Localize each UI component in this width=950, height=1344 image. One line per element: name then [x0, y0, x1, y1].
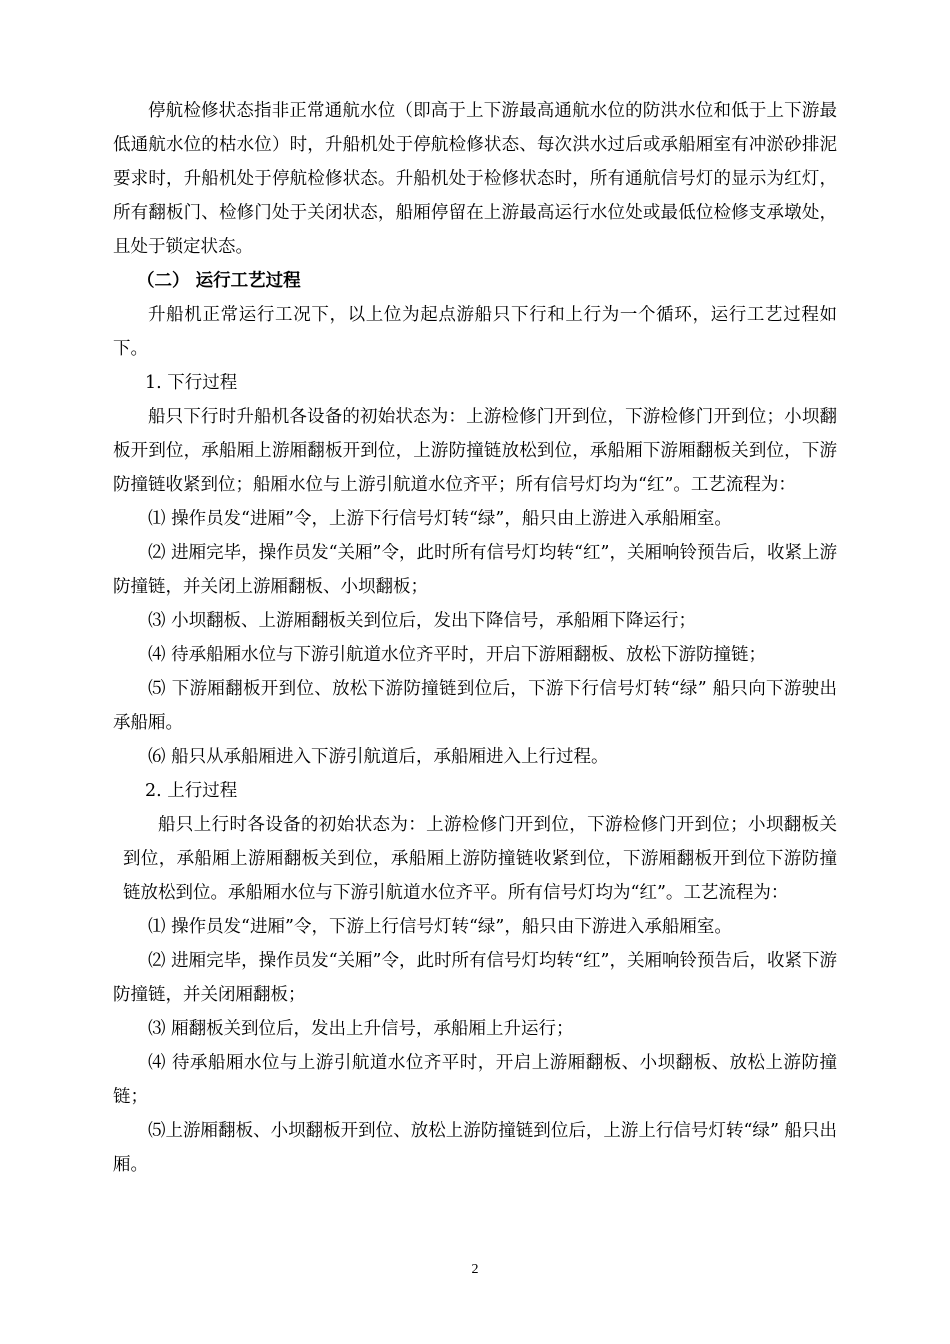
upstream-step-5: ⑸上游厢翻板、小坝翻板开到位、放松上游防撞链到位后，上游上行信号灯转“绿” 船只出厢。 — [113, 1121, 837, 1175]
document-body — [113, 94, 837, 1182]
subsection-title-upstream: 2. 上行过程 — [145, 781, 238, 801]
upstream-step-4: ⑷ 待承船厢水位与上游引航道水位齐平时，开启上游厢翻板、小坝翻板、放松上游防撞链； — [113, 1053, 837, 1107]
downstream-step-5: ⑸ 下游厢翻板开到位、放松下游防撞链到位后，下游下行信号灯转“绿” 船只向下游驶出承船厢。 — [113, 679, 837, 733]
downstream-step-4: ⑷ 待承船厢水位与下游引航道水位齐平时，开启下游厢翻板、放松下游防撞链； — [148, 645, 767, 665]
downstream-step-2: ⑵ 进厢完毕，操作员发“关厢”令，此时所有信号灯均转“红”，关厢响铃预告后，收紧上游防撞链，并关闭上游厢翻板、小坝翻板； — [113, 543, 837, 597]
downstream-step-3: ⑶ 小坝翻板、上游厢翻板关到位后，发出下降信号，承船厢下降运行； — [148, 611, 697, 631]
upstream-step-3: ⑶ 厢翻板关到位后，发出上升信号，承船厢上升运行； — [148, 1019, 574, 1039]
subsection-title-downstream: 1. 下行过程 — [145, 373, 238, 393]
upstream-step-2: ⑵ 进厢完毕，操作员发“关厢”令，此时所有信号灯均转“红”，关厢响铃预告后，收紧下游防撞链，并关闭厢翻板； — [113, 951, 837, 1005]
upstream-step-1: ⑴ 操作员发“进厢”令，下游上行信号灯转“绿”，船只由下游进入承船厢室。 — [148, 917, 732, 937]
paragraph-maintenance-state: 停航检修状态指非正常通航水位（即高于上下游最高通航水位的防洪水位和低于上下游最低通航水位的枯水位）时，升船机处于停航检修状态、每次洪水过后或承船厢室有冲淤砂排泥要求时，升船机处于停航检修状态。升船机处于检修状态时，所有通航信号灯的显示为红灯，所有翻板门、检修门处于关闭状态，船厢停留在上游最高运行水位处或最低位检修支承墩处，且处于锁定状态。 — [113, 101, 837, 257]
page-number: 2 — [471, 1262, 479, 1277]
paragraph-downstream-initial-state: 船只下行时升船机各设备的初始状态为：上游检修门开到位，下游检修门开到位；小坝翻板开到位，承船厢上游厢翻板开到位，上游防撞链放松到位，承船厢下游厢翻板关到位，下游防撞链收紧到位；船厢水位与上游引航道水位齐平；所有信号灯均为“红”。工艺流程为： — [113, 407, 837, 495]
paragraph-upstream-initial-state: 船只上行时各设备的初始状态为：上游检修门开到位，下游检修门开到位；小坝翻板关到位，承船厢上游厢翻板关到位，承船厢上游防撞链收紧到位，下游厢翻板开到位下游防撞链放松到位。承船厢水位与下游引航道水位齐平。所有信号灯均为“红”。工艺流程为： — [123, 815, 837, 903]
downstream-step-6: ⑹ 船只从承船厢进入下游引航道后，承船厢进入上行过程。 — [148, 747, 609, 767]
paragraph-process-intro: 升船机正常运行工况下，以上位为起点游船只下行和上行为一个循环，运行工艺过程如下。 — [113, 305, 837, 359]
downstream-step-1: ⑴ 操作员发“进厢”令，上游下行信号灯转“绿”，船只由上游进入承船厢室。 — [148, 509, 732, 529]
section-heading-process: （二） 运行工艺过程 — [137, 271, 301, 291]
